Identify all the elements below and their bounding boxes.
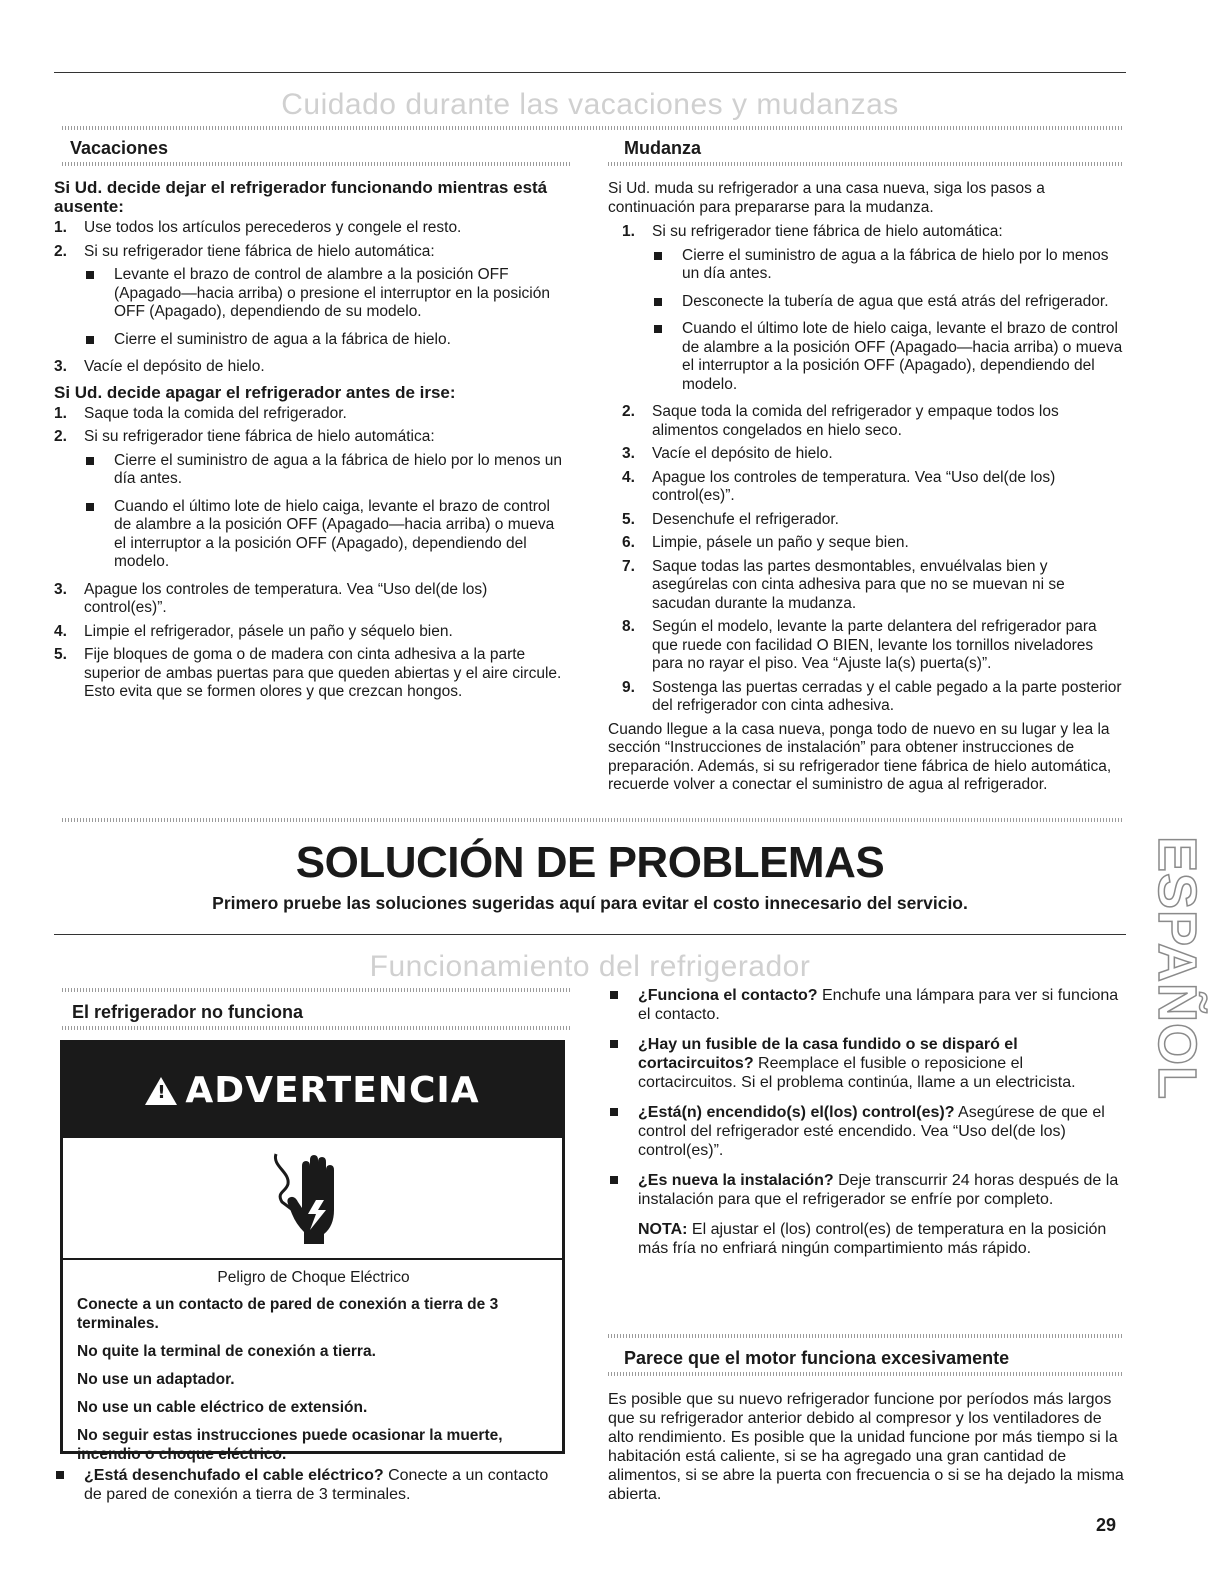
bullet-item: ¿Está(n) encendido(s) el(los) control(es)? Asegúrese de que el control del refrigerador esté encendido. Vea “Uso del(de los) control(es)”. xyxy=(608,1103,1124,1160)
vacaciones-subheading-1: Si Ud. decide dejar el refrigerador funcionando mientras está ausente: xyxy=(54,178,548,216)
list-item: 5. Fije bloques de goma o de madera con cinta adhesiva a la parte superior de ambas puertas para que queden abiertas y el aire circule. Esto evita que se formen olores y que crezcan hongos. xyxy=(54,646,562,700)
list-item: 2. Si su refrigerador tiene fábrica de hielo automática: Cierre el suministro de agua a la fábrica de hielo por lo menos un día antes. Cuando el último lote de hielo caiga, levante el brazo de control de alambre a la posición OFF (Apagado—hacia arriba) o mueva el interruptor a la posición OFF (Apagado), dependiendo del modelo. xyxy=(54,428,570,572)
warning-body xyxy=(63,1260,562,1464)
warning-line: Conecte a un contacto de pared de conexión a tierra de 3 terminales. xyxy=(77,1296,499,1332)
dotted-divider xyxy=(62,126,1124,130)
middle-rule xyxy=(54,934,1126,935)
bullet-item: Cierre el suministro de agua a la fábrica de hielo por lo menos un día antes. xyxy=(652,247,1124,284)
bullet-item: ¿Hay un fusible de la casa fundido o se disparó el cortacircuitos? Reemplace el fusible o reposicione el cortacircuitos. Si el problema continúa, llame a un electricista. xyxy=(608,1035,1124,1092)
list-item: 3. Vacíe el depósito de hielo. xyxy=(622,445,833,462)
funcionamiento-right-column xyxy=(608,986,1124,1264)
mudanza-column xyxy=(608,180,1124,801)
dotted-divider xyxy=(608,162,1124,166)
list-item: 4. Limpie el refrigerador, pásele un paño y séquelo bien. xyxy=(54,622,453,640)
dotted-divider xyxy=(608,1334,1124,1338)
mudanza-outro: Cuando llegue a la casa nueva, ponga todo de nuevo en su lugar y lea la sección “Instrucciones de instalación” para obtener instrucciones de preparación. Además, si su refrigerador tiene fábrica de hielo automática, recuerde volver a conectar el suministro de agua al refrigerador. xyxy=(608,720,1112,793)
square-bullet-icon xyxy=(86,336,94,344)
bullet-item: Cuando el último lote de hielo caiga, levante el brazo de control de alambre a la posición OFF (Apagado—hacia arriba) o mueva el interruptor a la posición OFF (Apagado), dependiendo del modelo. xyxy=(84,498,570,572)
motor-paragraph: Es posible que su nuevo refrigerador funcione por períodos más largos que su refrigerador anterior debido al compresor y los ventiladores de alto rendimiento. Es posible que la unidad funcione por más tiempo si la habitación está caliente, si se ha agregado una gran cantidad de alimentos, si se abre la puerta con frecuencia o si se ha dejado la misma abierta. xyxy=(608,1391,1124,1503)
square-bullet-icon xyxy=(56,1471,64,1479)
bullet-item: ¿Está desenchufado el cable eléctrico? Conecte a un contacto de pared de conexión a tierra de 3 terminales. xyxy=(54,1466,570,1504)
bullet-list xyxy=(54,1466,570,1504)
warning-line: No use un adaptador. xyxy=(77,1371,235,1388)
list-item: 3. Vacíe el depósito de hielo. xyxy=(54,358,265,375)
list-item: 9. Sostenga las puertas cerradas y el cable pegado a la parte posterior del refrigerador con cinta adhesiva. xyxy=(622,678,1122,714)
list-item: 8. Según el modelo, levante la parte delantera del refrigerador para que ruede con facilidad O BIEN, levante los tornillos niveladores para no rayar el piso. Vea “Ajuste la(s) puerta(s)”. xyxy=(622,618,1097,672)
bullet-list xyxy=(84,452,570,572)
vacaciones-list-2 xyxy=(54,405,570,702)
mudanza-intro: Si Ud. muda su refrigerador a una casa nueva, siga los pasos a continuación para prepararse para la mudanza. xyxy=(608,180,1045,216)
section-title-vacaciones-mudanzas: Cuidado durante las vacaciones y mudanzas xyxy=(281,88,899,121)
square-bullet-icon xyxy=(654,252,662,260)
square-bullet-icon xyxy=(654,298,662,306)
bullet-item: Cuando el último lote de hielo caiga, levante el brazo de control de alambre a la posición OFF (Apagado—hacia arriba) o mueva el interruptor a la posición OFF (Apagado), dependiendo del modelo. xyxy=(652,320,1124,394)
dotted-divider xyxy=(62,988,570,992)
bullet-item: ¿Es nueva la instalación? Deje transcurrir 24 horas después de la instalación para que el refrigerador se enfríe por completo. xyxy=(608,1171,1124,1209)
heading-vacaciones: Vacaciones xyxy=(70,138,169,158)
bullet-list xyxy=(84,266,570,349)
square-bullet-icon xyxy=(86,503,94,511)
language-label: ESPAÑOL xyxy=(1147,835,1207,1101)
warning-line: No quite la terminal de conexión a tierra. xyxy=(77,1343,376,1360)
unplugged-bullet xyxy=(54,1466,570,1513)
list-item: 1. Use todos los artículos perecederos y congele el resto. xyxy=(54,219,462,236)
warning-illustration xyxy=(63,1138,562,1260)
bullet-item: Cierre el suministro de agua a la fábrica de hielo por lo menos un día antes. xyxy=(84,452,570,489)
page-subtitle: Primero pruebe las soluciones sugeridas aquí para evitar el costo innecesario del servicio. xyxy=(212,893,968,913)
warning-line: No use un cable eléctrico de extensión. xyxy=(77,1399,368,1416)
heading-mudanza: Mudanza xyxy=(624,138,702,158)
square-bullet-icon xyxy=(610,1176,618,1184)
bullet-item: Levante el brazo de control de alambre a la posición OFF (Apagado—hacia arriba) o presione el interruptor en la posición OFF (Apagado), dependiendo de su modelo. xyxy=(84,266,570,322)
nota-paragraph: NOTA: El ajustar el (los) control(es) de temperatura en la posición más fría no enfriará ningún compartimiento más rápido. xyxy=(638,1221,1107,1257)
bullet-list xyxy=(608,986,1124,1209)
list-item: 3. Apague los controles de temperatura. Vea “Uso del(de los) control(es)”. xyxy=(54,580,488,616)
bullet-item: ¿Funciona el contacto? Enchufe una lámpara para ver si funciona el contacto. xyxy=(608,986,1124,1024)
vacaciones-list-1 xyxy=(54,219,570,377)
square-bullet-icon xyxy=(610,1108,618,1116)
warning-triangle-icon xyxy=(145,1077,177,1105)
list-item: 5. Desenchufe el refrigerador. xyxy=(622,510,839,528)
square-bullet-icon xyxy=(86,271,94,279)
list-item: 2. Saque toda la comida del refrigerador y empaque todos los alimentos congelados en hielo seco. xyxy=(622,403,1059,439)
list-item: 2. Si su refrigerador tiene fábrica de hielo automática: Levante el brazo de control de alambre a la posición OFF (Apagado—hacia arriba) o presione el interruptor en la posición OFF (Apagado), dependiendo de su modelo. Cierre el suministro de agua a la fábrica de hielo. xyxy=(54,243,570,350)
dotted-divider xyxy=(608,1372,1124,1376)
vacaciones-column xyxy=(54,178,570,707)
nota-label: NOTA: xyxy=(638,1221,688,1238)
warning-header-text: ADVERTENCIA xyxy=(185,1070,480,1111)
square-bullet-icon xyxy=(610,1040,618,1048)
warning-caption: Peligro de Choque Eléctrico xyxy=(217,1269,410,1286)
heading-motor-excesivo: Parece que el motor funciona excesivamente xyxy=(624,1348,1010,1368)
bullet-item: Cierre el suministro de agua a la fábrica de hielo. xyxy=(84,331,570,350)
list-item: 7. Saque todas las partes desmontables, envuélvalas bien y asegúrelas con cinta adhesiva para que no se muevan ni se sacudan durante la mudanza. xyxy=(622,557,1065,612)
list-item: 6. Limpie, pásele un paño y seque bien. xyxy=(622,534,909,551)
page-title: SOLUCIÓN DE PROBLEMAS xyxy=(295,838,885,887)
list-item: 4. Apague los controles de temperatura. Vea “Uso del(de los) control(es)”. xyxy=(622,468,1056,504)
square-bullet-icon xyxy=(654,325,662,333)
square-bullet-icon xyxy=(610,991,618,999)
vacaciones-subheading-2: Si Ud. decide apagar el refrigerador antes de irse: xyxy=(54,382,456,402)
warning-header xyxy=(63,1043,562,1138)
dotted-divider xyxy=(62,162,570,166)
language-side-tab xyxy=(1147,818,1207,1118)
dotted-divider xyxy=(62,1026,570,1030)
list-item: 1. Saque toda la comida del refrigerador. xyxy=(54,404,347,422)
bullet-item: Desconecte la tubería de agua que está atrás del refrigerador. xyxy=(652,293,1124,312)
list-item: 1. Si su refrigerador tiene fábrica de hielo automática: Cierre el suministro de agua a la fábrica de hielo por lo menos un día antes. Desconecte la tubería de agua que está atrás del refrigerador. Cuando el último lote de hielo caiga, levante el brazo de control de alambre a la posición OFF (Apagado—hacia arriba) o mueva el interruptor a la posición OFF (Apagado), dependiendo del modelo. xyxy=(622,223,1123,393)
section-title-funcionamiento: Funcionamiento del refrigerador xyxy=(369,950,811,983)
square-bullet-icon xyxy=(86,457,94,465)
bullet-list xyxy=(652,247,1124,395)
mudanza-list xyxy=(608,223,1124,716)
top-rule xyxy=(54,72,1126,73)
warning-box xyxy=(60,1040,565,1463)
warning-line: No seguir estas instrucciones puede ocasionar la muerte, incendio o choque eléctrico. xyxy=(77,1427,503,1463)
heading-no-funciona: El refrigerador no funciona xyxy=(72,1002,304,1022)
dotted-divider xyxy=(62,818,1124,822)
electric-shock-hand-icon xyxy=(268,1148,358,1248)
page-number: 29 xyxy=(1096,1515,1117,1535)
